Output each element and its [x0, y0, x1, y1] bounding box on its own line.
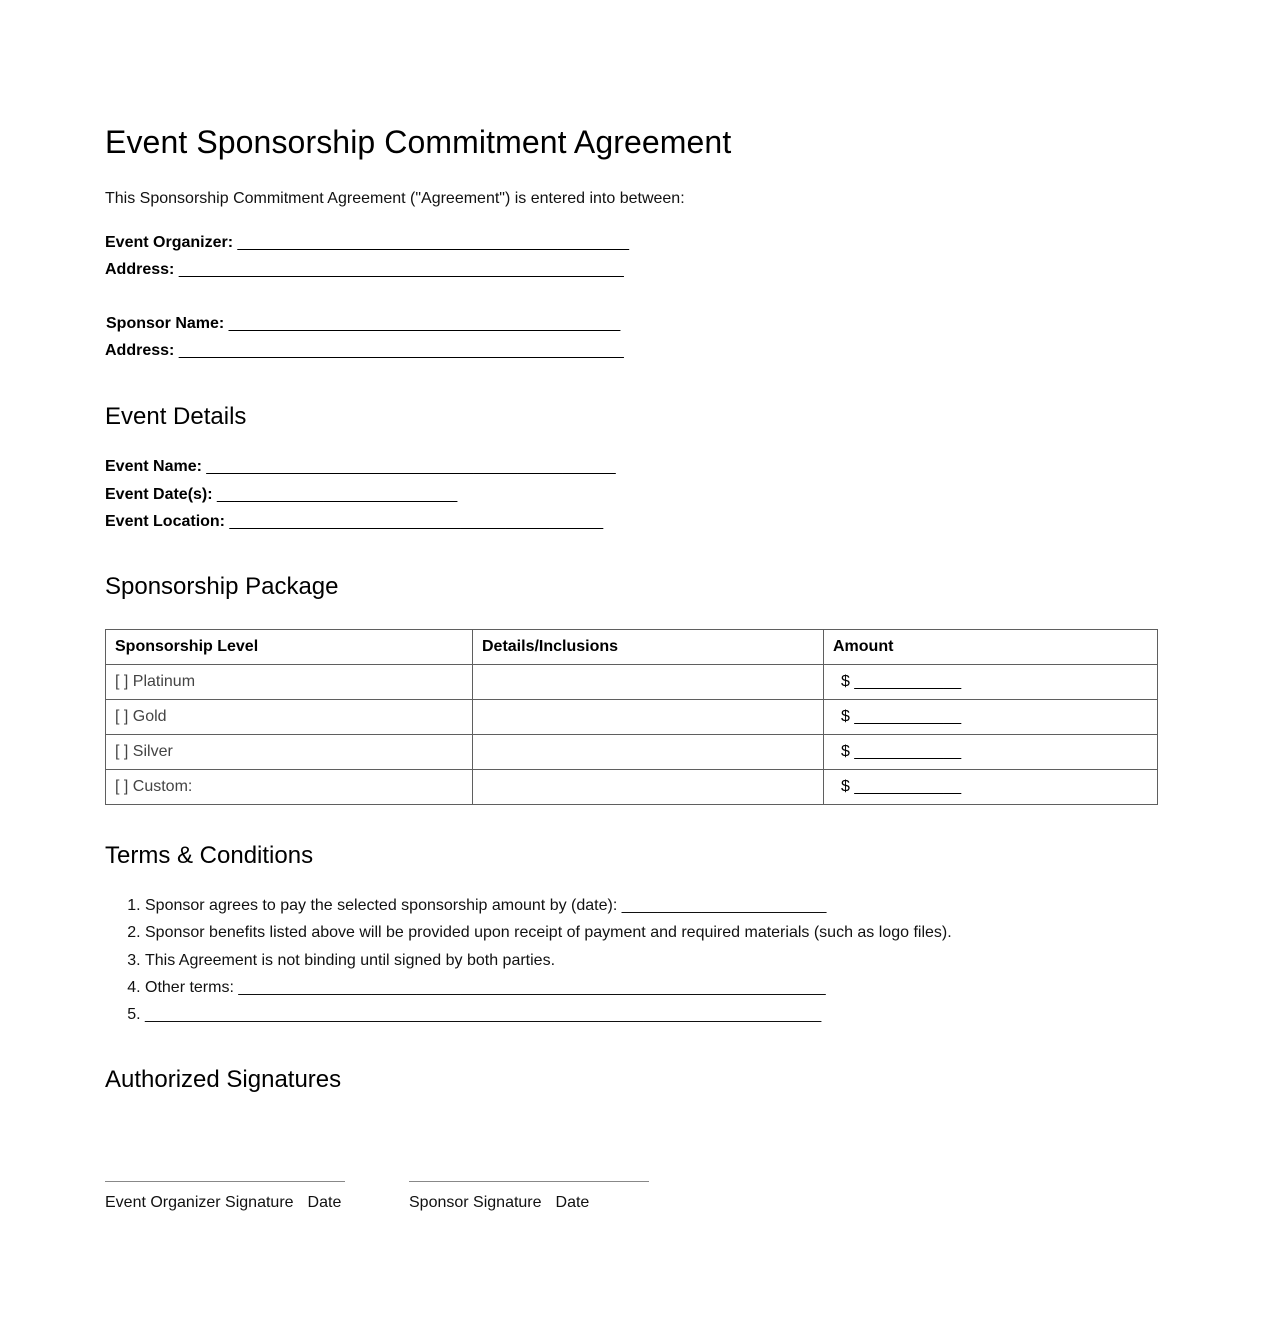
event-details-heading: Event Details	[105, 403, 247, 430]
sponsor-name-label: Sponsor Name:	[106, 315, 225, 332]
amount-cell[interactable]: $ ____________	[824, 700, 1158, 735]
organizer-address-label: Address:	[105, 261, 175, 278]
column-header-details: Details/Inclusions	[473, 630, 824, 665]
document-title: Event Sponsorship Commitment Agreement	[105, 124, 732, 160]
event-dates-field[interactable]	[105, 485, 457, 505]
amount-cell[interactable]: $ ____________	[824, 735, 1158, 770]
sponsor-name-field[interactable]	[106, 314, 620, 334]
table-header-row	[106, 630, 1158, 665]
sponsor-signature-label: Sponsor Signature	[409, 1194, 542, 1211]
organizer-address-blank[interactable]: __________________________________________________	[178, 261, 624, 278]
column-header-level: Sponsorship Level	[106, 630, 473, 665]
amount-cell[interactable]: $ ____________	[824, 770, 1158, 805]
table-row	[106, 735, 1158, 770]
level-checkbox-silver[interactable]: [ ] Silver	[106, 735, 473, 770]
event-location-label: Event Location:	[105, 513, 226, 530]
event-name-label: Event Name:	[105, 458, 202, 475]
sponsor-address-field[interactable]	[105, 341, 624, 361]
organizer-address-field[interactable]	[105, 260, 624, 280]
sponsor-signature-line[interactable]	[409, 1181, 649, 1182]
amount-cell[interactable]: $ ____________	[824, 665, 1158, 700]
level-checkbox-platinum[interactable]: [ ] Platinum	[106, 665, 473, 700]
term-item: 2. Sponsor benefits listed above will be provided upon receipt of payment and required materials (such as logo files).	[145, 922, 952, 949]
term-item[interactable]: 5. ____________________________________________________________________________	[145, 1004, 952, 1031]
sponsor-address-label: Address:	[105, 342, 175, 359]
sponsor-name-blank[interactable]: ____________________________________________	[228, 315, 621, 332]
organizer-date-label: Date	[307, 1194, 342, 1211]
sponsor-signature-caption	[409, 1194, 649, 1212]
details-cell[interactable]	[473, 665, 824, 700]
term-item[interactable]: 1. Sponsor agrees to pay the selected sponsorship amount by (date): _______________________	[145, 895, 952, 922]
intro-text: This Sponsorship Commitment Agreement ("Agreement") is entered into between:	[105, 190, 685, 207]
sponsorship-package-heading: Sponsorship Package	[105, 573, 339, 600]
sponsor-date-label: Date	[555, 1194, 590, 1211]
table-row	[106, 665, 1158, 700]
column-header-amount: Amount	[824, 630, 1158, 665]
event-dates-blank[interactable]: ___________________________	[217, 486, 458, 503]
table-row	[106, 700, 1158, 735]
sponsor-signature-block[interactable]	[409, 1181, 649, 1212]
sponsorship-package-table	[105, 629, 1158, 805]
terms-list	[105, 895, 952, 1031]
signatures-heading: Authorized Signatures	[105, 1066, 342, 1093]
organizer-name-field[interactable]	[105, 233, 629, 253]
term-item[interactable]: 4. Other terms: __________________________________________________________________	[145, 977, 952, 1004]
organizer-signature-block[interactable]	[105, 1181, 345, 1212]
organizer-name-label: Event Organizer:	[105, 234, 234, 251]
organizer-signature-caption	[105, 1194, 345, 1212]
level-checkbox-gold[interactable]: [ ] Gold	[106, 700, 473, 735]
event-location-field[interactable]	[105, 512, 603, 532]
terms-heading: Terms & Conditions	[105, 842, 314, 869]
organizer-signature-label: Event Organizer Signature	[105, 1194, 294, 1211]
term-item: 3. This Agreement is not binding until signed by both parties.	[145, 950, 952, 977]
level-checkbox-custom[interactable]: [ ] Custom:	[106, 770, 473, 805]
table-row	[106, 770, 1158, 805]
organizer-name-blank[interactable]: ____________________________________________	[237, 234, 630, 251]
details-cell[interactable]	[473, 770, 824, 805]
event-dates-label: Event Date(s):	[105, 486, 213, 503]
event-name-blank[interactable]: ______________________________________________	[206, 458, 616, 475]
sponsor-address-blank[interactable]: __________________________________________________	[178, 342, 624, 359]
details-cell[interactable]	[473, 735, 824, 770]
event-name-field[interactable]	[105, 457, 616, 477]
event-location-blank[interactable]: __________________________________________	[229, 513, 604, 530]
organizer-signature-line[interactable]	[105, 1181, 345, 1182]
details-cell[interactable]	[473, 700, 824, 735]
